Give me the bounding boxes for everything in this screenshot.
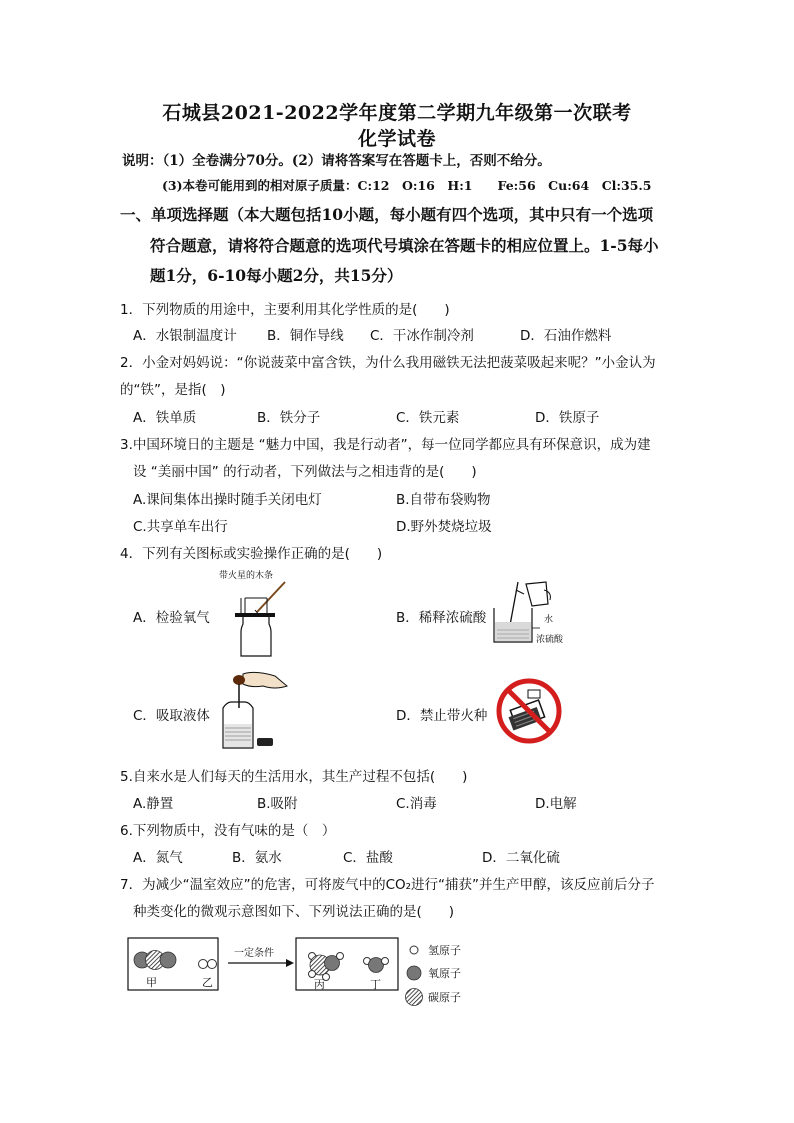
label-yi: 乙: [202, 976, 213, 989]
q2-stem-line2: 的“铁”，是指( ): [120, 382, 226, 398]
note-line-2: (3)本卷可能用到的相对原子质量：C:12 O:16 H:1 Fe:56 Cu:64 Cl:35.5: [162, 178, 652, 193]
glowing-splint-label: 带火星的木条: [219, 571, 274, 581]
water-label: 水: [544, 615, 554, 625]
q4-option-c[interactable]: C．吸取液体: [133, 708, 210, 724]
exam-subtitle: 化学试卷: [357, 128, 436, 150]
hydrogen-legend-icon: [410, 946, 418, 954]
q7-stem-line1: 7．为减少“温室效应”的危害，可将废气中的CO₂进行“捕获”并生产甲醇，该反应前后分子: [120, 877, 655, 893]
condition-label: 一定条件: [234, 948, 274, 959]
q3-stem-line2: 设 “美丽中国” 的行动者，下列做法与之相违背的是( ): [133, 464, 477, 480]
q1-option-a[interactable]: A．水银制温度计: [133, 328, 237, 344]
q2-option-a[interactable]: A．铁单质: [133, 410, 197, 426]
q6-option-d[interactable]: D．二氧化硫: [482, 850, 560, 866]
q5-option-d[interactable]: D.电解: [535, 796, 577, 812]
q1-stem: 1．下列物质的用途中，主要利用其化学性质的是( ): [120, 302, 450, 318]
carbon-legend-icon: [406, 989, 423, 1006]
label-ding: 丁: [370, 978, 381, 991]
label-jia: 甲: [146, 976, 157, 989]
q6-option-c[interactable]: C．盐酸: [343, 850, 393, 866]
q5-option-c[interactable]: C.消毒: [396, 796, 437, 812]
q5-stem: 5.自来水是人们每天的生活用水，其生产过程不包括( ): [120, 769, 468, 785]
q4-option-a[interactable]: A．检验氧气: [133, 610, 210, 626]
q6-option-b[interactable]: B．氨水: [232, 850, 282, 866]
q3-option-c[interactable]: C.共享单车出行: [133, 519, 228, 535]
dropper-illustration: [215, 668, 295, 752]
q1-option-d[interactable]: D．石油作燃料: [520, 328, 612, 344]
section1-line3: 题1分，6-10每小题2分，共15分）: [150, 266, 403, 285]
q4-stem: 4．下列有关图标或实验操作正确的是( ): [120, 546, 383, 562]
q5-option-b[interactable]: B.吸附: [257, 796, 298, 812]
legend-hydrogen: 氢原子: [428, 944, 461, 957]
q5-option-a[interactable]: A.静置: [133, 796, 174, 812]
dilute-acid-illustration: [488, 580, 566, 648]
q3-stem-line1: 3.中国环境日的主题是 “魅力中国，我是行动者”，每一位同学都应具有环保意识，成为建: [120, 437, 651, 453]
q1-option-c[interactable]: C．干冰作制冷剂: [370, 328, 474, 344]
q3-option-d[interactable]: D.野外焚烧垃圾: [396, 519, 492, 535]
no-fire-sign-icon: [494, 676, 564, 746]
q4-option-b[interactable]: B．稀释浓硫酸: [396, 610, 487, 626]
acid-label: 浓硫酸: [536, 635, 564, 645]
q6-option-a[interactable]: A．氮气: [133, 850, 183, 866]
exam-title: 石城县2021-2022学年度第二学期九年级第一次联考: [162, 102, 632, 124]
oxygen-test-illustration: [215, 568, 295, 660]
legend-oxygen: 氧原子: [428, 967, 461, 980]
legend-carbon: 碳原子: [428, 991, 461, 1004]
reaction-micro-diagram: [126, 930, 486, 1010]
q3-option-a[interactable]: A.课间集体出操时随手关闭电灯: [133, 492, 322, 508]
q2-option-d[interactable]: D．铁原子: [535, 410, 600, 426]
section1-line2: 符合题意，请将符合题意的选项代号填涂在答题卡的相应位置上。1-5每小: [150, 236, 659, 255]
section1-line1: 一、单项选择题（本大题包括10小题，每小题有四个选项，其中只有一个选项: [120, 205, 654, 224]
q3-option-b[interactable]: B.自带布袋购物: [396, 492, 491, 508]
label-bing: 丙: [314, 978, 325, 991]
q2-option-b[interactable]: B．铁分子: [257, 410, 321, 426]
q6-stem: 6.下列物质中，没有气味的是（ ）: [120, 823, 336, 839]
q4-option-d[interactable]: D．禁止带火种: [396, 708, 488, 724]
q2-stem-line1: 2．小金对妈妈说：“你说菠菜中富含铁，为什么我用磁铁无法把菠菜吸起来呢？”小金认为: [120, 355, 656, 371]
q2-option-c[interactable]: C．铁元素: [396, 410, 460, 426]
q1-option-b[interactable]: B．铜作导线: [267, 328, 344, 344]
q7-stem-line2: 种类变化的微观示意图如下、下列说法正确的是( ): [133, 904, 455, 920]
oxygen-legend-icon: [407, 966, 421, 980]
note-line-1: 说明：（1）全卷满分70分。(2）请将答案写在答题卡上，否则不给分。: [122, 153, 551, 169]
